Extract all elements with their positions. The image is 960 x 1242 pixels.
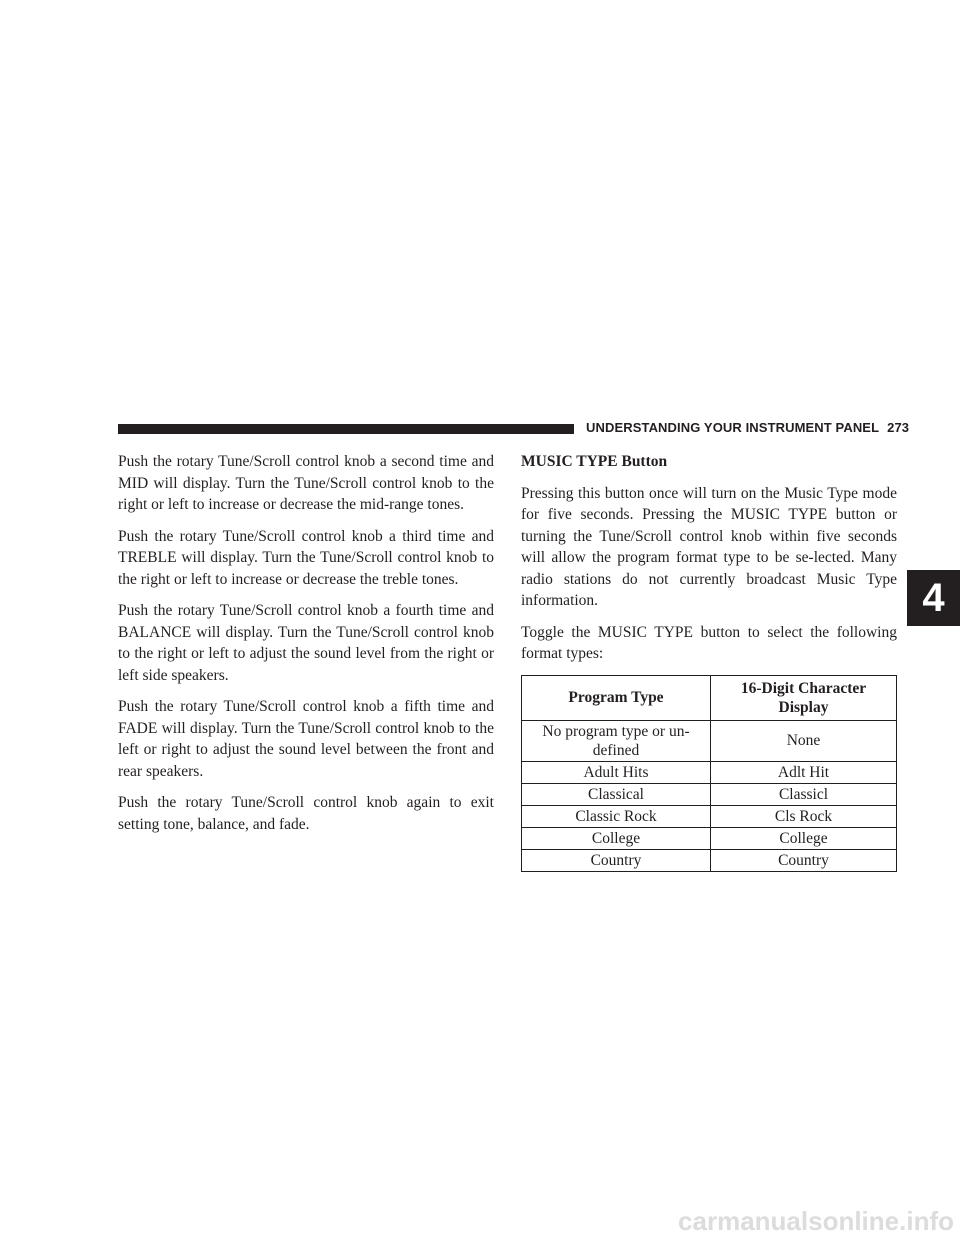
table-cell: No program type or un-defined — [522, 720, 711, 761]
paragraph: Pressing this button once will turn on the Music Type mode for five seconds. Pressing the MUSIC TYPE button or turning the Tune/Scroll control knob within five seconds will allow the program format type to be se-lected. Many radio stations do not currently broadcast Music Type information. — [521, 484, 897, 609]
running-header — [586, 420, 909, 435]
table-cell: Adlt Hit — [711, 761, 897, 783]
section-title: UNDERSTANDING YOUR INSTRUMENT PANEL — [586, 420, 880, 435]
table-row — [522, 783, 897, 805]
paragraph: Push the rotary Tune/Scroll control knob a third time and TREBLE will display. Turn the Tune/Scroll control knob to the right or left to increase or decrease the treble tones. — [118, 527, 494, 588]
paragraph: Push the rotary Tune/Scroll control knob again to exit setting tone, balance, and fade. — [118, 794, 494, 833]
table-cell: Adult Hits — [522, 761, 711, 783]
paragraph: Push the rotary Tune/Scroll control knob a second time and MID will display. Turn the Tune/Scroll control knob to the right or left to increase or decrease the mid-range tones. — [118, 453, 494, 513]
table-cell: Country — [522, 849, 711, 871]
table-cell: Cls Rock — [711, 805, 897, 827]
paragraph: Push the rotary Tune/Scroll control knob a fifth time and FADE will display. Turn the Tune/Scroll control knob to the left or right to adjust the sound level between the front and rear speakers. — [118, 698, 494, 780]
left-column — [118, 451, 494, 845]
page-number: 273 — [887, 420, 910, 435]
table-row — [522, 761, 897, 783]
table-cell: College — [711, 827, 897, 849]
paragraph: Toggle the MUSIC TYPE button to select the following format types: — [521, 623, 897, 662]
table-cell: College — [522, 827, 711, 849]
paragraph: Push the rotary Tune/Scroll control knob a fourth time and BALANCE will display. Turn the Tune/Scroll control knob to the right or left to adjust the sound level from the right or left side speakers. — [118, 602, 494, 684]
chapter-tab: 4 — [907, 570, 960, 626]
watermark: carmanualsonline.info — [678, 1206, 954, 1236]
section-subheading: MUSIC TYPE Button — [521, 453, 668, 470]
table-cell: None — [711, 720, 897, 761]
music-type-table — [521, 675, 897, 872]
right-column — [521, 451, 897, 872]
table-cell: Country — [711, 849, 897, 871]
table-cell: Classical — [522, 783, 711, 805]
table-row — [522, 720, 897, 761]
column-header: 16-Digit Character Display — [711, 675, 897, 720]
column-header: Program Type — [522, 675, 711, 720]
table-cell: Classicl — [711, 783, 897, 805]
table-cell: Classic Rock — [522, 805, 711, 827]
table-row — [522, 805, 897, 827]
table-header-row — [522, 675, 897, 720]
table-row — [522, 849, 897, 871]
table-row — [522, 827, 897, 849]
header-rule — [118, 424, 574, 434]
